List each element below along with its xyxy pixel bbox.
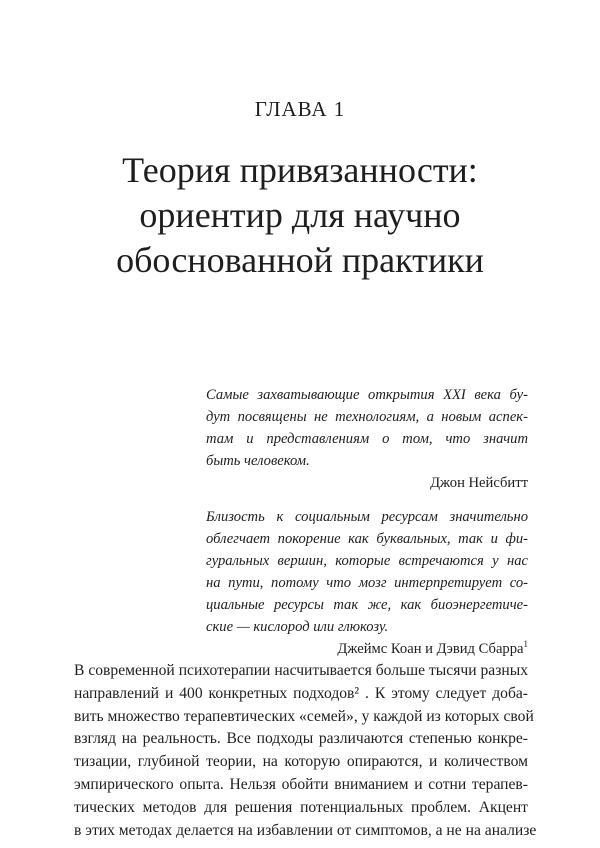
epigraph-line: облегчает покорение как буквальных, так и фи- — [206, 531, 528, 547]
epigraph-line: быть человеком. — [206, 453, 310, 469]
body-line: тизации, глубиной теории, на которую опираются, и количеством — [74, 753, 528, 771]
chapter-title-line: ориентир для научно — [139, 195, 461, 235]
epigraph-author — [206, 638, 528, 660]
body-line: взгляд на реальность. Все подходы различаются степенью конкре- — [74, 730, 528, 748]
epigraph-author — [206, 472, 528, 494]
chapter-label: ГЛАВА 1 — [254, 97, 346, 121]
body-line: В современной психотерапии насчитывается больше тысячи разных — [74, 662, 528, 679]
epigraph-2 — [206, 506, 528, 660]
chapter-title-line: Теория привязанности: — [122, 150, 478, 190]
epigraph-line: дут посвящены не технологиям, а новым аспек- — [206, 409, 528, 425]
epigraph-line: Близость к социальным ресурсам значительно — [206, 509, 528, 525]
chapter-title — [0, 148, 600, 283]
footnote-marker: 1 — [523, 639, 528, 649]
epigraph-line: на пути, потому что мозг интерпретирует со- — [206, 575, 528, 591]
body-paragraph — [74, 660, 537, 842]
body-line: тических методов для решения потенциальных проблем. Акцент — [74, 798, 528, 816]
body-line: эмпирического опыта. Нельзя обойти вниманием и сотни терапев- — [74, 775, 528, 793]
epigraph-line: Самые захватывающие открытия XXI века бу- — [206, 387, 528, 403]
epigraph-author-name: Джон Нейсбитт — [430, 475, 528, 491]
chapter-title-line: обоснованной практики — [116, 240, 484, 280]
epigraph-line: гуральных вершин, которые встречаются у нас — [206, 553, 528, 569]
epigraph-line: ские — кислород или глюкозу. — [206, 619, 389, 635]
epigraph-author-name: Джеймс Коан и Дэвид Сбарра — [337, 641, 524, 657]
body-line: направлений и 400 конкретных подходов² . К этому следует доба- — [74, 684, 528, 702]
epigraph-1 — [206, 384, 528, 494]
epigraph-line: циальные ресурсы так же, как биоэнергетиче- — [206, 597, 528, 613]
body-line: в этих методах делается на избавлении от симптомов, а не на анализе — [74, 821, 537, 839]
body-line: вить множество терапевтических «семей», у каждой из которых свой — [74, 707, 534, 725]
epigraph-line: там и представлениям о том, что значит — [206, 431, 528, 447]
